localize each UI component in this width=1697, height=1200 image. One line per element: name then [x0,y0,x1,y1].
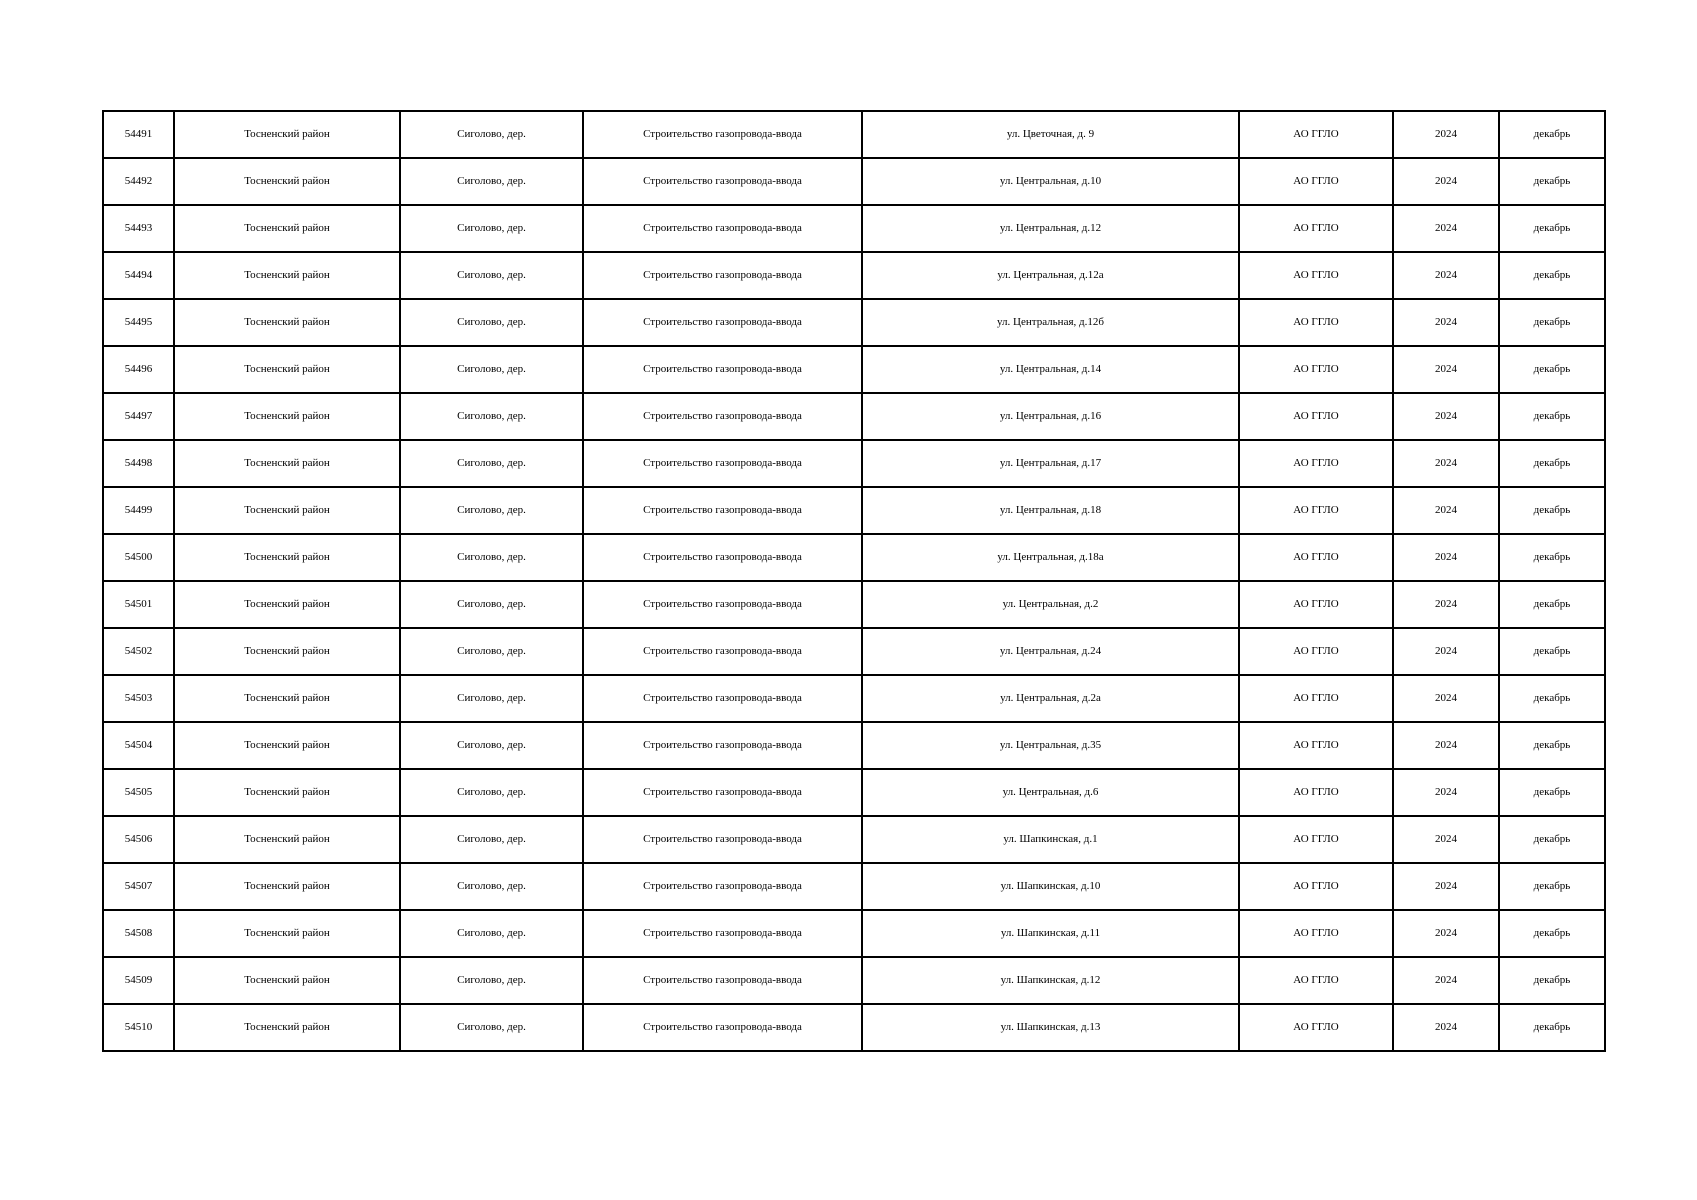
cell-district: Тосненский район [174,393,400,440]
cell-id: 54492 [103,158,174,205]
cell-work-type: Строительство газопровода-ввода [583,252,862,299]
cell-settlement: Сиголово, дер. [400,910,583,957]
cell-year: 2024 [1393,440,1499,487]
cell-settlement: Сиголово, дер. [400,393,583,440]
cell-settlement: Сиголово, дер. [400,628,583,675]
cell-settlement: Сиголово, дер. [400,722,583,769]
cell-year: 2024 [1393,487,1499,534]
table-row [103,628,1605,675]
cell-district: Тосненский район [174,910,400,957]
cell-month: декабрь [1499,534,1605,581]
cell-month: декабрь [1499,910,1605,957]
cell-address: ул. Центральная, д.12 [862,205,1239,252]
cell-year: 2024 [1393,393,1499,440]
cell-work-type: Строительство газопровода-ввода [583,816,862,863]
cell-address: ул. Центральная, д.18а [862,534,1239,581]
cell-address: ул. Центральная, д.10 [862,158,1239,205]
cell-organization: АО ГГЛО [1239,863,1393,910]
cell-district: Тосненский район [174,534,400,581]
cell-settlement: Сиголово, дер. [400,299,583,346]
table-row [103,769,1605,816]
cell-address: ул. Шапкинская, д.1 [862,816,1239,863]
cell-id: 54504 [103,722,174,769]
cell-month: декабрь [1499,769,1605,816]
cell-work-type: Строительство газопровода-ввода [583,581,862,628]
cell-settlement: Сиголово, дер. [400,863,583,910]
cell-work-type: Строительство газопровода-ввода [583,111,862,158]
cell-district: Тосненский район [174,816,400,863]
cell-work-type: Строительство газопровода-ввода [583,628,862,675]
cell-district: Тосненский район [174,487,400,534]
cell-address: ул. Центральная, д.14 [862,346,1239,393]
cell-address: ул. Центральная, д.18 [862,487,1239,534]
cell-district: Тосненский район [174,957,400,1004]
cell-address: ул. Центральная, д.24 [862,628,1239,675]
cell-organization: АО ГГЛО [1239,346,1393,393]
cell-address: ул. Шапкинская, д.13 [862,1004,1239,1051]
cell-month: декабрь [1499,675,1605,722]
cell-id: 54491 [103,111,174,158]
cell-address: ул. Шапкинская, д.11 [862,910,1239,957]
cell-district: Тосненский район [174,111,400,158]
cell-settlement: Сиголово, дер. [400,675,583,722]
cell-month: декабрь [1499,252,1605,299]
cell-work-type: Строительство газопровода-ввода [583,957,862,1004]
cell-year: 2024 [1393,252,1499,299]
cell-settlement: Сиголово, дер. [400,534,583,581]
cell-id: 54498 [103,440,174,487]
cell-organization: АО ГГЛО [1239,957,1393,1004]
table-row [103,863,1605,910]
cell-work-type: Строительство газопровода-ввода [583,534,862,581]
cell-organization: АО ГГЛО [1239,910,1393,957]
cell-year: 2024 [1393,534,1499,581]
cell-district: Тосненский район [174,346,400,393]
cell-district: Тосненский район [174,628,400,675]
table-row [103,440,1605,487]
cell-month: декабрь [1499,628,1605,675]
cell-work-type: Строительство газопровода-ввода [583,863,862,910]
cell-address: ул. Цветочная, д. 9 [862,111,1239,158]
cell-month: декабрь [1499,440,1605,487]
cell-district: Тосненский район [174,158,400,205]
cell-work-type: Строительство газопровода-ввода [583,1004,862,1051]
cell-year: 2024 [1393,863,1499,910]
cell-organization: АО ГГЛО [1239,581,1393,628]
cell-address: ул. Шапкинская, д.12 [862,957,1239,1004]
table-body [103,111,1605,1051]
cell-work-type: Строительство газопровода-ввода [583,158,862,205]
cell-district: Тосненский район [174,675,400,722]
cell-settlement: Сиголово, дер. [400,769,583,816]
cell-settlement: Сиголово, дер. [400,111,583,158]
table-row [103,675,1605,722]
cell-address: ул. Центральная, д.6 [862,769,1239,816]
table-row [103,910,1605,957]
cell-id: 54508 [103,910,174,957]
cell-id: 54509 [103,957,174,1004]
table-row [103,1004,1605,1051]
cell-year: 2024 [1393,722,1499,769]
cell-address: ул. Шапкинская, д.10 [862,863,1239,910]
cell-work-type: Строительство газопровода-ввода [583,769,862,816]
cell-settlement: Сиголово, дер. [400,581,583,628]
cell-organization: АО ГГЛО [1239,769,1393,816]
cell-work-type: Строительство газопровода-ввода [583,722,862,769]
table-row [103,722,1605,769]
cell-organization: АО ГГЛО [1239,534,1393,581]
table-row [103,111,1605,158]
cell-id: 54505 [103,769,174,816]
cell-year: 2024 [1393,816,1499,863]
table-row [103,816,1605,863]
table-row [103,393,1605,440]
cell-year: 2024 [1393,957,1499,1004]
cell-address: ул. Центральная, д.16 [862,393,1239,440]
cell-district: Тосненский район [174,863,400,910]
table-row [103,205,1605,252]
table-row [103,581,1605,628]
cell-settlement: Сиголово, дер. [400,440,583,487]
cell-settlement: Сиголово, дер. [400,957,583,1004]
cell-id: 54497 [103,393,174,440]
cell-settlement: Сиголово, дер. [400,205,583,252]
table-row [103,534,1605,581]
cell-id: 54506 [103,816,174,863]
table-row [103,158,1605,205]
cell-organization: АО ГГЛО [1239,628,1393,675]
cell-work-type: Строительство газопровода-ввода [583,440,862,487]
cell-year: 2024 [1393,205,1499,252]
cell-settlement: Сиголово, дер. [400,1004,583,1051]
cell-month: декабрь [1499,487,1605,534]
cell-organization: АО ГГЛО [1239,158,1393,205]
cell-settlement: Сиголово, дер. [400,346,583,393]
data-table [102,110,1606,1052]
cell-settlement: Сиголово, дер. [400,252,583,299]
cell-work-type: Строительство газопровода-ввода [583,487,862,534]
cell-month: декабрь [1499,346,1605,393]
cell-month: декабрь [1499,957,1605,1004]
cell-month: декабрь [1499,205,1605,252]
cell-settlement: Сиголово, дер. [400,487,583,534]
cell-work-type: Строительство газопровода-ввода [583,346,862,393]
cell-month: декабрь [1499,393,1605,440]
table-row [103,346,1605,393]
cell-work-type: Строительство газопровода-ввода [583,910,862,957]
cell-organization: АО ГГЛО [1239,111,1393,158]
cell-year: 2024 [1393,628,1499,675]
cell-organization: АО ГГЛО [1239,440,1393,487]
cell-work-type: Строительство газопровода-ввода [583,205,862,252]
cell-id: 54495 [103,299,174,346]
cell-organization: АО ГГЛО [1239,1004,1393,1051]
cell-organization: АО ГГЛО [1239,487,1393,534]
cell-settlement: Сиголово, дер. [400,158,583,205]
cell-month: декабрь [1499,158,1605,205]
cell-organization: АО ГГЛО [1239,299,1393,346]
cell-month: декабрь [1499,1004,1605,1051]
table-row [103,299,1605,346]
cell-district: Тосненский район [174,769,400,816]
cell-year: 2024 [1393,158,1499,205]
cell-year: 2024 [1393,1004,1499,1051]
cell-work-type: Строительство газопровода-ввода [583,675,862,722]
table-row [103,252,1605,299]
cell-year: 2024 [1393,346,1499,393]
cell-month: декабрь [1499,863,1605,910]
cell-district: Тосненский район [174,205,400,252]
cell-organization: АО ГГЛО [1239,675,1393,722]
cell-id: 54499 [103,487,174,534]
cell-month: декабрь [1499,722,1605,769]
cell-year: 2024 [1393,299,1499,346]
cell-district: Тосненский район [174,581,400,628]
cell-year: 2024 [1393,769,1499,816]
cell-id: 54507 [103,863,174,910]
cell-work-type: Строительство газопровода-ввода [583,393,862,440]
cell-id: 54500 [103,534,174,581]
cell-month: декабрь [1499,816,1605,863]
cell-year: 2024 [1393,581,1499,628]
cell-district: Тосненский район [174,252,400,299]
cell-organization: АО ГГЛО [1239,205,1393,252]
table-row [103,487,1605,534]
cell-month: декабрь [1499,299,1605,346]
cell-address: ул. Центральная, д.35 [862,722,1239,769]
cell-organization: АО ГГЛО [1239,816,1393,863]
cell-work-type: Строительство газопровода-ввода [583,299,862,346]
cell-id: 54494 [103,252,174,299]
cell-id: 54496 [103,346,174,393]
cell-address: ул. Центральная, д.2 [862,581,1239,628]
cell-month: декабрь [1499,111,1605,158]
cell-month: декабрь [1499,581,1605,628]
cell-year: 2024 [1393,675,1499,722]
cell-year: 2024 [1393,910,1499,957]
cell-address: ул. Центральная, д.12а [862,252,1239,299]
cell-district: Тосненский район [174,1004,400,1051]
cell-year: 2024 [1393,111,1499,158]
cell-id: 54510 [103,1004,174,1051]
cell-address: ул. Центральная, д.2а [862,675,1239,722]
cell-id: 54502 [103,628,174,675]
cell-organization: АО ГГЛО [1239,722,1393,769]
table-row [103,957,1605,1004]
cell-settlement: Сиголово, дер. [400,816,583,863]
cell-organization: АО ГГЛО [1239,252,1393,299]
cell-address: ул. Центральная, д.12б [862,299,1239,346]
cell-district: Тосненский район [174,440,400,487]
cell-id: 54501 [103,581,174,628]
cell-id: 54503 [103,675,174,722]
cell-district: Тосненский район [174,299,400,346]
cell-district: Тосненский район [174,722,400,769]
cell-organization: АО ГГЛО [1239,393,1393,440]
cell-id: 54493 [103,205,174,252]
cell-address: ул. Центральная, д.17 [862,440,1239,487]
